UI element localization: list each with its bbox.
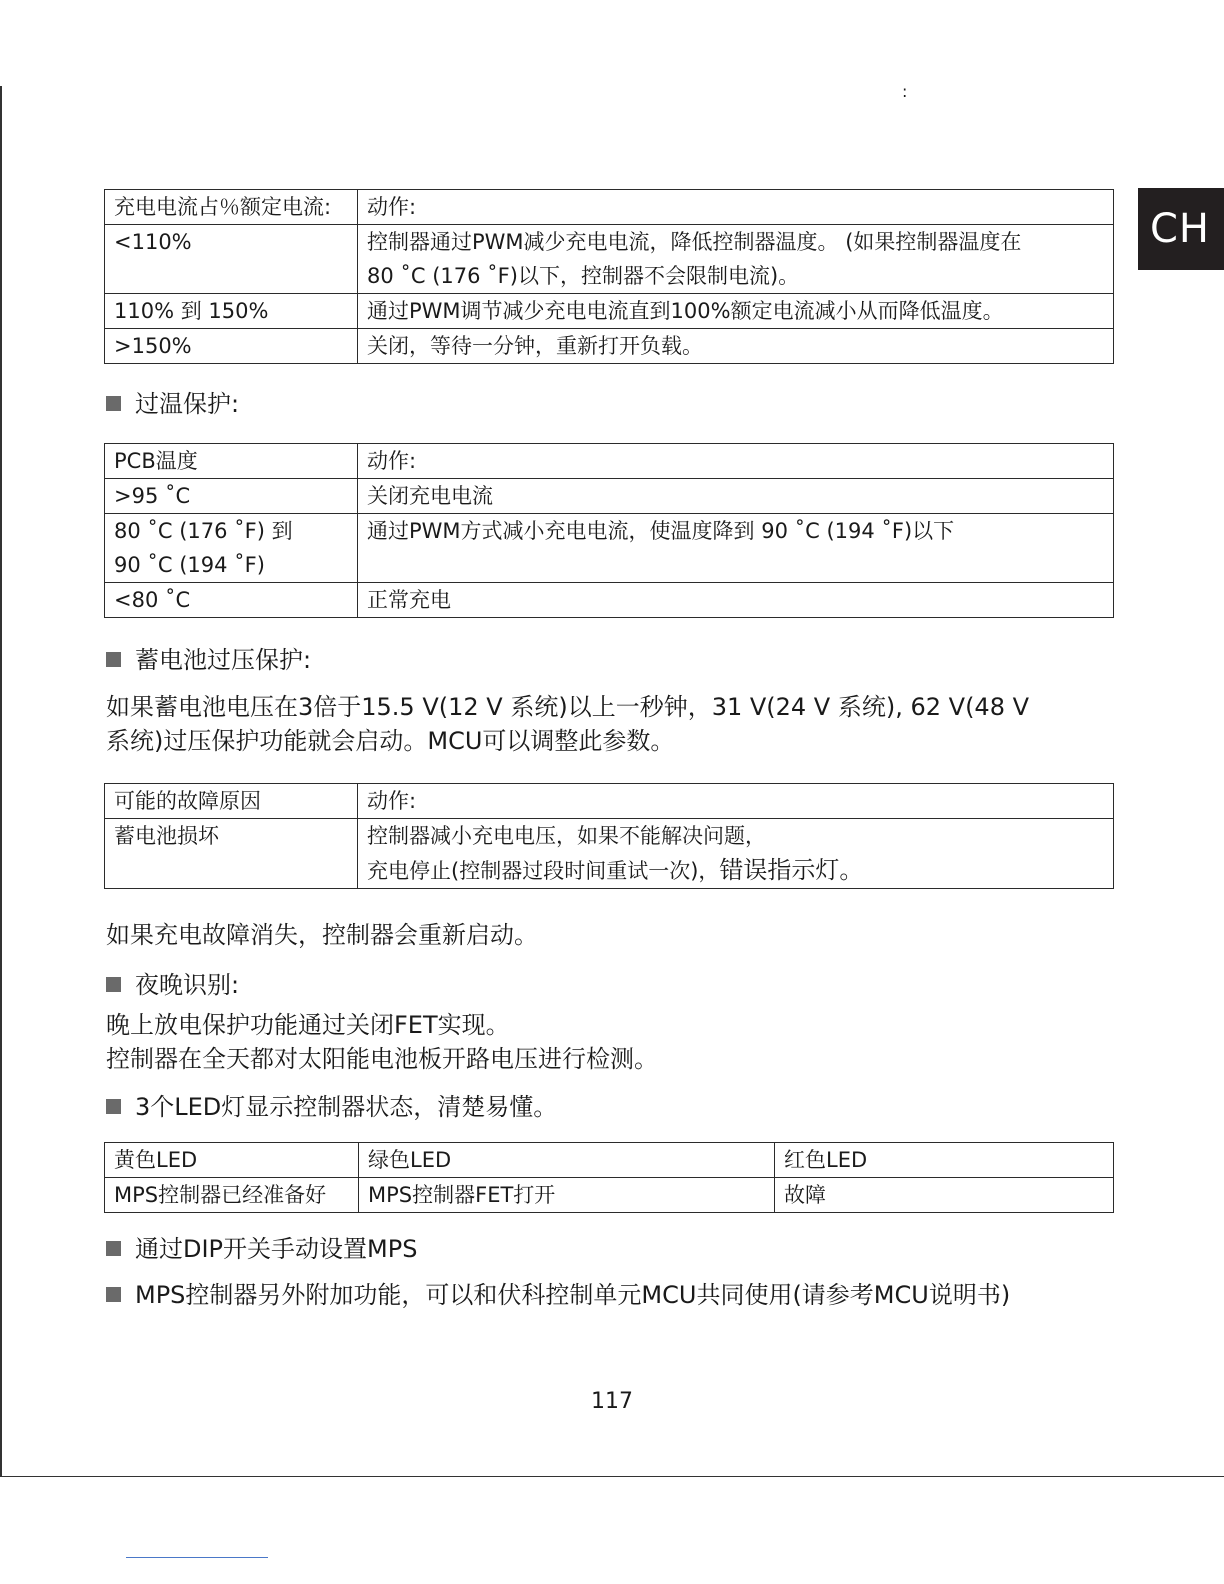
language-tab: CH <box>1138 188 1224 270</box>
cell-line: 90 ˚C (194 ˚F) <box>114 553 265 577</box>
table-row <box>105 479 1114 514</box>
section-heading-led <box>106 1091 557 1123</box>
table-cell: 关闭，等待一分钟，重新打开负载。 <box>358 329 1114 364</box>
cell-line: 80 ˚C (176 ˚F)以下，控制器不会限制电流)。 <box>367 264 800 288</box>
square-bullet-icon <box>106 652 121 667</box>
table-cell: 正常充电 <box>358 583 1114 618</box>
restart-paragraph: 如果充电故障消失，控制器会重新启动。 <box>106 921 538 949</box>
table-header-cell: 动作: <box>358 190 1114 225</box>
cell-line: 80 ˚C (176 ˚F) 到 <box>114 519 293 543</box>
table-cell: >95 ˚C <box>105 479 358 514</box>
table-header-cell: 充电电流占％额定电流: <box>105 190 358 225</box>
table-cell: <80 ˚C <box>105 583 358 618</box>
cell-line: 控制器通过PWM减少充电电流，降低控制器温度。 (如果控制器温度在 <box>367 230 1022 254</box>
section-heading-text: MPS控制器另外附加功能，可以和伏科控制单元MCU共同使用(请参考MCU说明书) <box>135 1281 1011 1309</box>
table-row <box>105 1178 1114 1213</box>
table-header-cell: 动作: <box>358 444 1114 479</box>
table-cell: MPS控制器FET打开 <box>359 1178 775 1213</box>
table-cell <box>358 819 1114 889</box>
left-margin-rule <box>0 86 2 1476</box>
led-table <box>104 1142 1114 1213</box>
paragraph-line: 如果蓄电池电压在3倍于15.5 V(12 V 系统)以上一秒钟，31 V(24 V 系统), 62 V(48 V <box>106 693 1030 721</box>
table-cell: >150% <box>105 329 358 364</box>
table-row <box>105 1143 1114 1178</box>
night-paragraph <box>106 1008 658 1076</box>
section-heading-text: 过温保护: <box>135 390 240 418</box>
table-cell: 故障 <box>775 1178 1114 1213</box>
cell-line: 控制器减小充电电压，如果不能解决问题， <box>367 824 766 848</box>
table-row <box>105 190 1114 225</box>
table-row <box>105 583 1114 618</box>
table-cell: 蓄电池损坏 <box>105 819 358 889</box>
overcurrent-table <box>104 189 1114 364</box>
page-number: 117 <box>591 1389 633 1414</box>
section-heading-text: 通过DIP开关手动设置MPS <box>135 1235 418 1263</box>
table-header-cell: 红色LED <box>775 1143 1114 1178</box>
section-heading-text: 夜晚识别: <box>135 971 240 999</box>
section-heading-overvoltage <box>106 644 311 676</box>
overtemp-table <box>104 443 1114 618</box>
table-row <box>105 329 1114 364</box>
table-header-cell: 黄色LED <box>105 1143 359 1178</box>
section-heading-dip <box>106 1233 417 1265</box>
square-bullet-icon <box>106 1241 121 1256</box>
fault-table <box>104 783 1114 889</box>
table-header-cell: 可能的故障原因 <box>105 784 358 819</box>
section-heading-text: 蓄电池过压保护: <box>135 646 312 674</box>
section-heading-overtemp <box>106 388 239 420</box>
square-bullet-icon <box>106 1287 121 1302</box>
paragraph-line: 系统)过压保护功能就会启动。MCU可以调整此参数。 <box>106 727 675 755</box>
cell-line <box>367 853 1105 888</box>
table-row <box>105 514 1114 583</box>
section-heading-text: 3个LED灯显示控制器状态，清楚易懂。 <box>135 1093 558 1121</box>
table-header-cell: 绿色LED <box>359 1143 775 1178</box>
square-bullet-icon <box>106 977 121 992</box>
table-header-cell: PCB温度 <box>105 444 358 479</box>
table-cell: 通过PWM调节减少充电电流直到100%额定电流减小从而降低温度。 <box>358 294 1114 329</box>
square-bullet-icon <box>106 396 121 411</box>
square-bullet-icon <box>106 1099 121 1114</box>
table-row <box>105 294 1114 329</box>
table-header-cell: 动作: <box>358 784 1114 819</box>
table-cell: <110% <box>105 225 358 294</box>
top-mark: : <box>902 82 908 101</box>
section-heading-mcu <box>106 1279 1010 1311</box>
section-heading-night <box>106 969 239 1001</box>
footer-blue-line <box>126 1557 268 1558</box>
paragraph-line: 控制器在全天都对太阳能电池板开路电压进行检测。 <box>106 1045 658 1073</box>
table-row <box>105 784 1114 819</box>
table-cell: 关闭充电电流 <box>358 479 1114 514</box>
table-cell: MPS控制器已经准备好 <box>105 1178 359 1213</box>
table-cell <box>105 514 358 583</box>
overvoltage-paragraph <box>106 690 1029 758</box>
table-cell: 通过PWM方式减小充电电流，使温度降到 90 ˚C (194 ˚F)以下 <box>358 514 1114 583</box>
table-cell <box>358 225 1114 294</box>
table-row <box>105 225 1114 294</box>
cell-text-large: 错误指示灯。 <box>719 856 864 884</box>
paragraph-line: 晚上放电保护功能通过关闭FET实现。 <box>106 1011 510 1039</box>
table-cell: 110% 到 150% <box>105 294 358 329</box>
bottom-margin-rule <box>0 1476 1224 1477</box>
table-row <box>105 444 1114 479</box>
cell-text: 充电停止(控制器过段时间重试一次)， <box>367 859 720 883</box>
table-row <box>105 819 1114 889</box>
